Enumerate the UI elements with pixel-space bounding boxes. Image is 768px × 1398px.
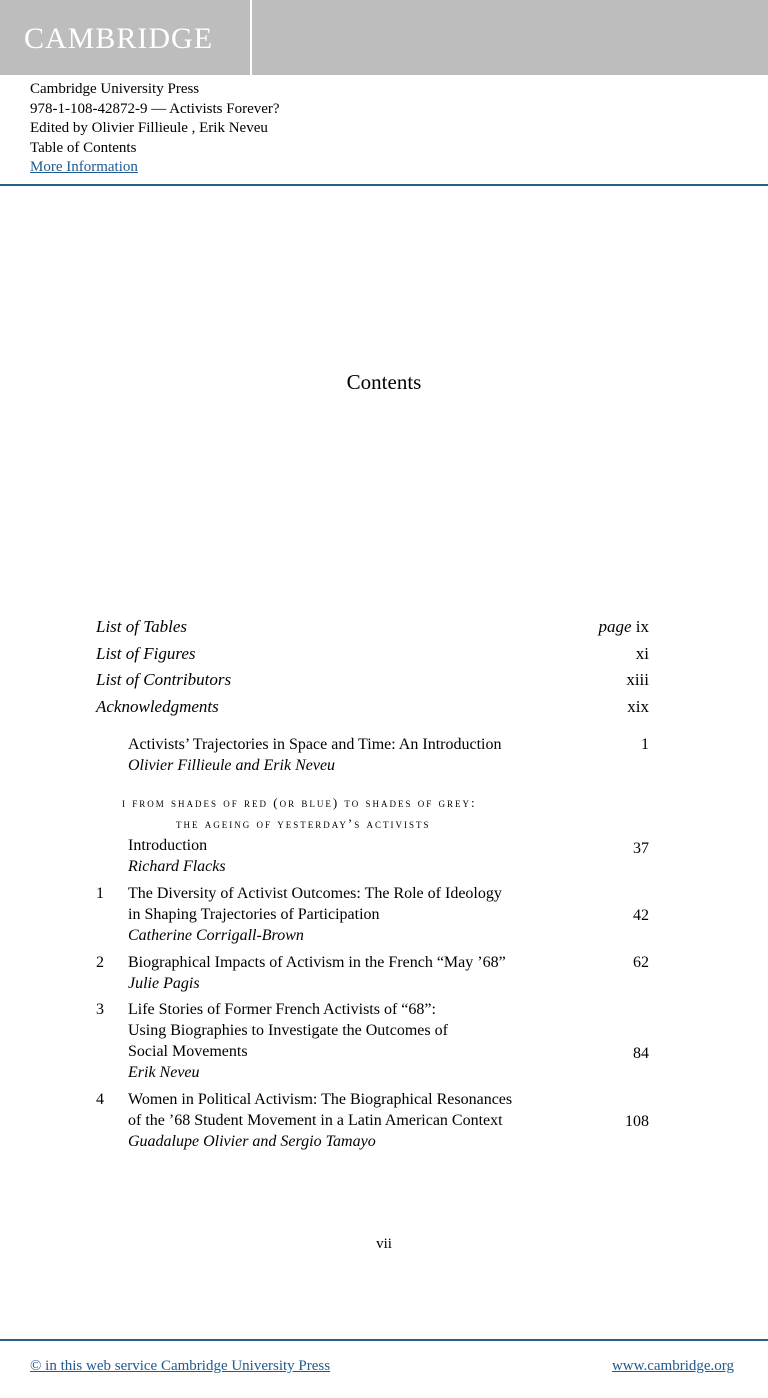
toc-front-matter-item[interactable]: [96, 670, 649, 692]
toc-chapter-1[interactable]: [96, 883, 649, 947]
toc-entry-author: Guadalupe Olivier and Sergio Tamayo: [128, 1133, 376, 1150]
toc-item-page: xiii: [626, 670, 649, 689]
toc-entry-page: 84: [633, 1045, 649, 1062]
toc-front-matter-item[interactable]: [96, 697, 649, 719]
toc-entry-title: Introduction: [128, 837, 208, 854]
cambridge-site-link[interactable]: www.cambridge.org: [611, 1358, 734, 1374]
cambridge-logo: [0, 0, 252, 75]
chapter-number: 2: [96, 954, 104, 971]
toc-chapter-2[interactable]: [96, 952, 649, 996]
toc-entry-title-line: Social Movements: [128, 1043, 248, 1060]
header-banner: [0, 0, 768, 75]
logo-text: CAMBRIDGE: [24, 22, 214, 55]
isbn-title-line: 978-1-108-42872-9 — Activists Forever?: [30, 100, 280, 117]
editors-line: Edited by Olivier Fillieule , Erik Neveu: [30, 120, 268, 136]
part-heading-line-2: the ageing of yesterday’s activists: [176, 816, 431, 831]
toc-entry-page: 42: [633, 907, 649, 924]
toc-front-matter-item[interactable]: [96, 644, 649, 666]
toc-front-matter-item[interactable]: [96, 617, 649, 639]
toc-item-title: List of Contributors: [96, 670, 232, 689]
toc-entry-title: Activists’ Trajectories in Space and Time: An Introduction: [128, 736, 502, 753]
toc-item-title: Acknowledgments: [96, 697, 219, 716]
toc-entry-title-line: Using Biographies to Investigate the Outcomes of: [128, 1022, 448, 1039]
header-rule: [0, 184, 768, 186]
toc-item-title: List of Tables: [96, 617, 188, 636]
copyright-link[interactable]: © in this web service Cambridge University Press: [30, 1358, 331, 1374]
toc-entry-title-line: Women in Political Activism: The Biographical Resonances: [128, 1091, 513, 1108]
toc-entry-title-line: of the ’68 Student Movement in a Latin American Context: [128, 1112, 503, 1129]
toc-entry-page: 37: [633, 840, 649, 857]
toc-item-page: xix: [627, 697, 649, 716]
toc-chapter-3[interactable]: [96, 999, 649, 1085]
chapter-number: 4: [96, 1091, 104, 1108]
toc-item-title: List of Figures: [96, 644, 196, 663]
toc-entry-author: Julie Pagis: [128, 975, 200, 992]
toc-item-page: xi: [635, 644, 649, 663]
toc-entry-author: Erik Neveu: [128, 1064, 200, 1081]
toc-entry-author: Catherine Corrigall-Brown: [128, 927, 304, 944]
toc-item-page: page ix: [598, 617, 649, 636]
publisher-line: Cambridge University Press: [30, 81, 200, 97]
page-title: Contents: [346, 370, 422, 394]
toc-entry-page: 62: [633, 954, 649, 971]
toc-entry-title-line: Life Stories of Former French Activists of “68”:: [128, 1001, 436, 1018]
footer-rule: [0, 1339, 768, 1341]
toc-entry-page: 108: [625, 1113, 649, 1130]
toc-chapter-4[interactable]: [96, 1089, 649, 1153]
toc-entry-author: Richard Flacks: [128, 858, 226, 875]
page-folio: vii: [376, 1236, 392, 1252]
toc-entry-title-line: The Diversity of Activist Outcomes: The Role of Ideology: [128, 885, 502, 902]
toc-part-intro-entry[interactable]: [96, 835, 649, 879]
chapter-number: 1: [96, 885, 104, 902]
toc-entry-title-line: in Shaping Trajectories of Participation: [128, 906, 380, 923]
section-line: Table of Contents: [30, 139, 137, 156]
part-heading-line-1: i from shades of red (or blue) to shades of grey:: [122, 795, 477, 810]
toc-entry-title-line: Biographical Impacts of Activism in the French “May ’68”: [128, 954, 506, 971]
chapter-number: 3: [96, 1001, 104, 1018]
toc-entry-author: Olivier Fillieule and Erik Neveu: [128, 757, 336, 774]
book-metadata: [30, 80, 280, 178]
more-information-link[interactable]: More Information: [30, 159, 138, 175]
toc-intro-entry[interactable]: [96, 734, 649, 778]
toc-entry-page: 1: [641, 736, 649, 753]
